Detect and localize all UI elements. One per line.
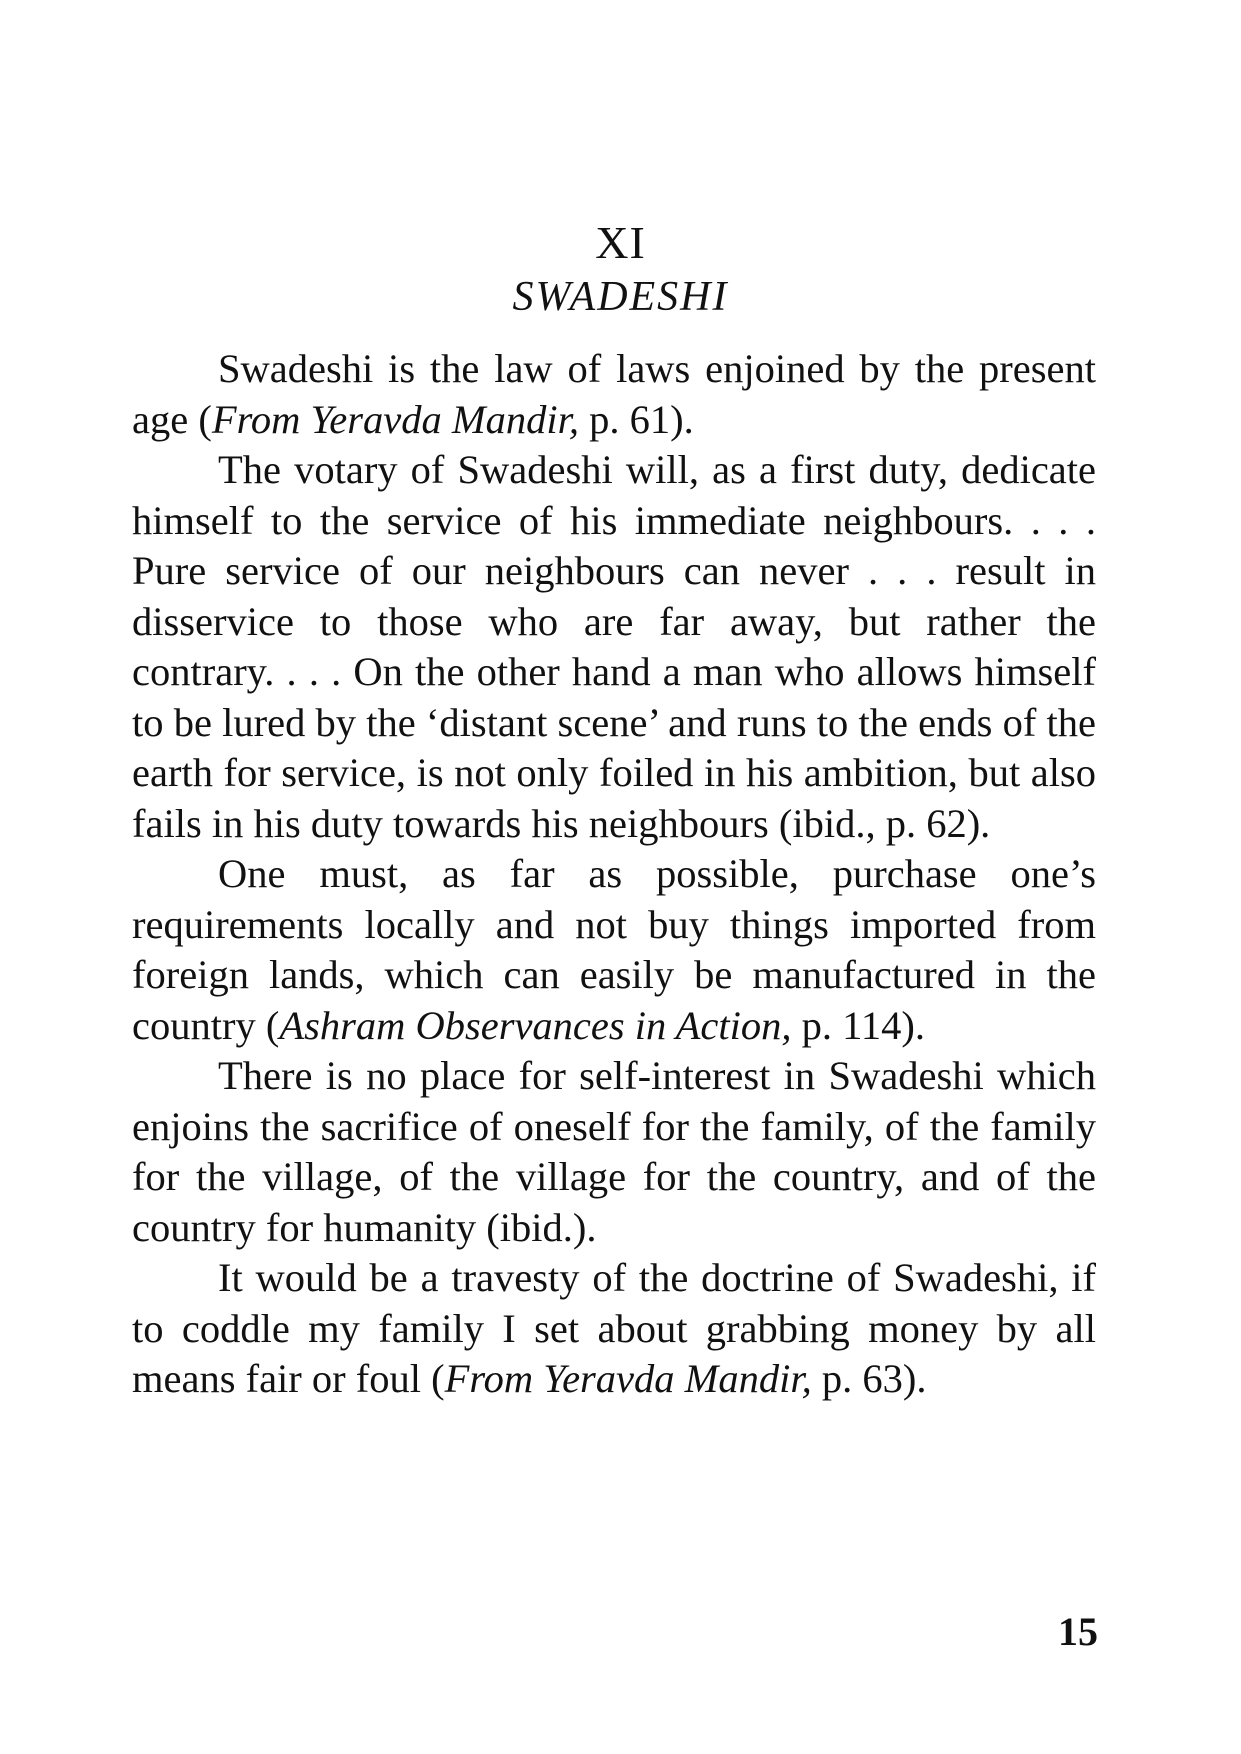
page-number: 15 bbox=[1058, 1609, 1098, 1654]
paragraph bbox=[132, 1253, 1096, 1405]
paragraph bbox=[132, 849, 1096, 1051]
paragraph bbox=[132, 1051, 1096, 1253]
source-citation: Ashram Observances in Action, bbox=[279, 1002, 792, 1048]
source-citation: From Yeravda Mandir, bbox=[211, 396, 579, 442]
chapter-title: SWADESHI bbox=[512, 274, 729, 320]
source-citation: From Yeravda Mandir, bbox=[444, 1356, 812, 1401]
text-run: The votary of Swadeshi will, as a first duty, dedicate himself to the service of his immediate neighbours. . . . Pure service of our neighbours can never . . . result in disservice to those who are far away, but rather the contrary. . . . On the other hand a man who allows himself to be lured by the ‘distant scene’ and runs to the ends of the earth for service, is not only foiled in his ambition, but also fails in his duty towards his neighbours (ibid., p. 62). bbox=[132, 447, 1096, 846]
chapter-number: XI bbox=[595, 217, 646, 268]
text-run: p. 63). bbox=[811, 1356, 927, 1401]
text-run: Swadeshi is the law of laws enjoined by the present age ( bbox=[132, 346, 1096, 442]
text-run: It would be a travesty of the doctrine of Swadeshi, if to coddle my family I set about grabbing money by all means fair or foul ( bbox=[132, 1255, 1096, 1401]
paragraph bbox=[132, 344, 1096, 445]
text-run: p. 61). bbox=[578, 396, 694, 442]
text-run: p. 114). bbox=[791, 1002, 925, 1048]
paragraph bbox=[132, 445, 1096, 849]
text-run: There is no place for self-interest in Swadeshi which enjoins the sacrifice of oneself for the family, of the family for the village, of the village for the country, and of the country for humanity (ibid.). bbox=[132, 1053, 1096, 1250]
text-run: One must, as far as possible, purchase one’s requirements locally and not buy things imported from foreign lands, which can easily be manufactured in the country ( bbox=[132, 851, 1096, 1048]
body-text bbox=[132, 344, 1096, 1405]
